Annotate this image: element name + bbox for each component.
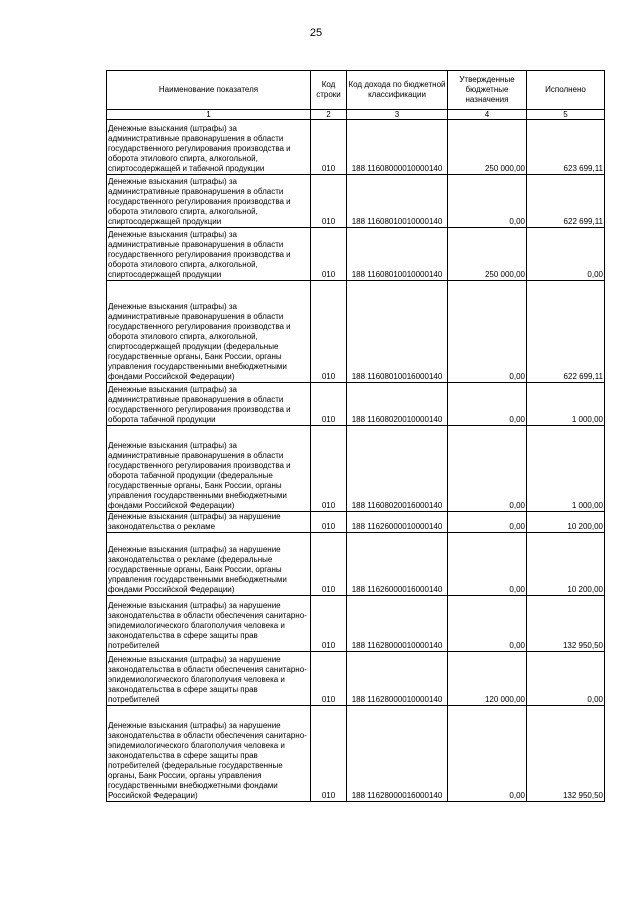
row-classification: 188 11608020010000140 — [347, 383, 448, 426]
row-classification: 188 11628000010000140 — [347, 652, 448, 706]
row-executed: 623 699,11 — [527, 120, 605, 175]
table-row — [107, 512, 605, 533]
header-approved: Утвержденные бюджетные назначения — [448, 71, 527, 110]
row-code: 010 — [311, 175, 347, 228]
row-approved: 250 000,00 — [448, 120, 527, 175]
header-classification: Код дохода по бюджетной классификации — [347, 71, 448, 110]
row-name: Денежные взыскания (штрафы) за административные правонарушения в области государственного регулирования производства и оборота этилового спирта, алкогольной, спиртосодержащей и табачной продукции — [107, 120, 311, 175]
table-row — [107, 120, 605, 175]
header-name: Наименование показателя — [107, 71, 311, 110]
table-row — [107, 175, 605, 228]
row-name: Денежные взыскания (штрафы) за нарушение законодательства в области обеспечения санитарно-эпидемиологического благополучия человека и законодательства в сфере защиты прав потребителей — [107, 652, 311, 706]
row-classification: 188 11608010016000140 — [347, 281, 448, 383]
table-row — [107, 228, 605, 281]
report-table — [106, 70, 605, 802]
table-row — [107, 533, 605, 596]
table-row — [107, 706, 605, 802]
column-number-row — [107, 110, 605, 120]
row-executed: 132 950,50 — [527, 596, 605, 652]
row-name: Денежные взыскания (штрафы) за нарушение законодательства о рекламе (федеральные государственные органы, Банк России, органы управления государственными внебюджетными фондами Российской Федерации) — [107, 533, 311, 596]
row-approved: 0,00 — [448, 383, 527, 426]
row-code: 010 — [311, 596, 347, 652]
row-classification: 188 11608000010000140 — [347, 120, 448, 175]
row-approved: 0,00 — [448, 533, 527, 596]
row-code: 010 — [311, 706, 347, 802]
row-code: 010 — [311, 512, 347, 533]
row-classification: 188 11608010010000140 — [347, 175, 448, 228]
row-classification: 188 11628000016000140 — [347, 706, 448, 802]
page-number: 25 — [309, 27, 323, 39]
row-name: Денежные взыскания (штрафы) за административные правонарушения в области государственного регулирования производства и оборота табачной продукции (федеральные государственные органы, Банк России, органы управления государственными внебюджетными фондами Российской Федерации) — [107, 426, 311, 512]
row-executed: 0,00 — [527, 652, 605, 706]
table-row — [107, 281, 605, 383]
row-approved: 0,00 — [448, 281, 527, 383]
row-approved: 0,00 — [448, 426, 527, 512]
row-name: Денежные взыскания (штрафы) за нарушение законодательства в области обеспечения санитарно-эпидемиологического благополучия человека и законодательства в сфере защиты прав потребителей (федеральные государственные органы, Банк России, органы управления государственными внебюджетными фондами Российской Федерации) — [107, 706, 311, 802]
row-classification: 188 11626000016000140 — [347, 533, 448, 596]
header-code: Код строки — [311, 71, 347, 110]
row-approved: 120 000,00 — [448, 652, 527, 706]
row-classification: 188 11608020016000140 — [347, 426, 448, 512]
row-classification: 188 11626000010000140 — [347, 512, 448, 533]
row-executed: 132 950,50 — [527, 706, 605, 802]
header-executed: Исполнено — [527, 71, 605, 110]
column-number: 2 — [311, 110, 347, 120]
row-executed: 622 699,11 — [527, 175, 605, 228]
row-name: Денежные взыскания (штрафы) за административные правонарушения в области государственного регулирования производства и оборота этилового спирта, алкогольной, спиртосодержащей продукции — [107, 228, 311, 281]
row-executed: 1 000,00 — [527, 426, 605, 512]
column-number: 5 — [527, 110, 605, 120]
row-code: 010 — [311, 533, 347, 596]
row-executed: 1 000,00 — [527, 383, 605, 426]
column-number: 4 — [448, 110, 527, 120]
row-approved: 0,00 — [448, 706, 527, 802]
row-executed: 10 200,00 — [527, 533, 605, 596]
row-code: 010 — [311, 120, 347, 175]
table-row — [107, 596, 605, 652]
row-name: Денежные взыскания (штрафы) за нарушение законодательства в области обеспечения санитарно-эпидемиологического благополучия человека и законодательства в сфере защиты прав потребителей — [107, 596, 311, 652]
row-code: 010 — [311, 281, 347, 383]
row-executed: 0,00 — [527, 228, 605, 281]
row-executed: 622 699,11 — [527, 281, 605, 383]
row-approved: 0,00 — [448, 596, 527, 652]
column-number: 1 — [107, 110, 311, 120]
row-code: 010 — [311, 228, 347, 281]
row-code: 010 — [311, 383, 347, 426]
row-code: 010 — [311, 652, 347, 706]
row-approved: 0,00 — [448, 512, 527, 533]
table-row — [107, 652, 605, 706]
table-row — [107, 426, 605, 512]
row-approved: 250 000,00 — [448, 228, 527, 281]
row-classification: 188 11628000010000140 — [347, 596, 448, 652]
row-executed: 10 200,00 — [527, 512, 605, 533]
table-row — [107, 383, 605, 426]
row-code: 010 — [311, 426, 347, 512]
row-classification: 188 11608010010000140 — [347, 228, 448, 281]
row-name: Денежные взыскания (штрафы) за административные правонарушения в области государственного регулирования производства и оборота этилового спирта, алкогольной, спиртосодержащей продукции (федеральные государственные органы, Банк России, органы управления государственными внебюджетными фондами Российской Федерации) — [107, 281, 311, 383]
row-name: Денежные взыскания (штрафы) за административные правонарушения в области государственного регулирования производства и оборота табачной продукции — [107, 383, 311, 426]
header-row — [107, 71, 605, 110]
row-approved: 0,00 — [448, 175, 527, 228]
row-name: Денежные взыскания (штрафы) за административные правонарушения в области государственного регулирования производства и оборота этилового спирта, алкогольной, спиртосодержащей продукции — [107, 175, 311, 228]
column-number: 3 — [347, 110, 448, 120]
row-name: Денежные взыскания (штрафы) за нарушение законодательства о рекламе — [107, 512, 311, 533]
